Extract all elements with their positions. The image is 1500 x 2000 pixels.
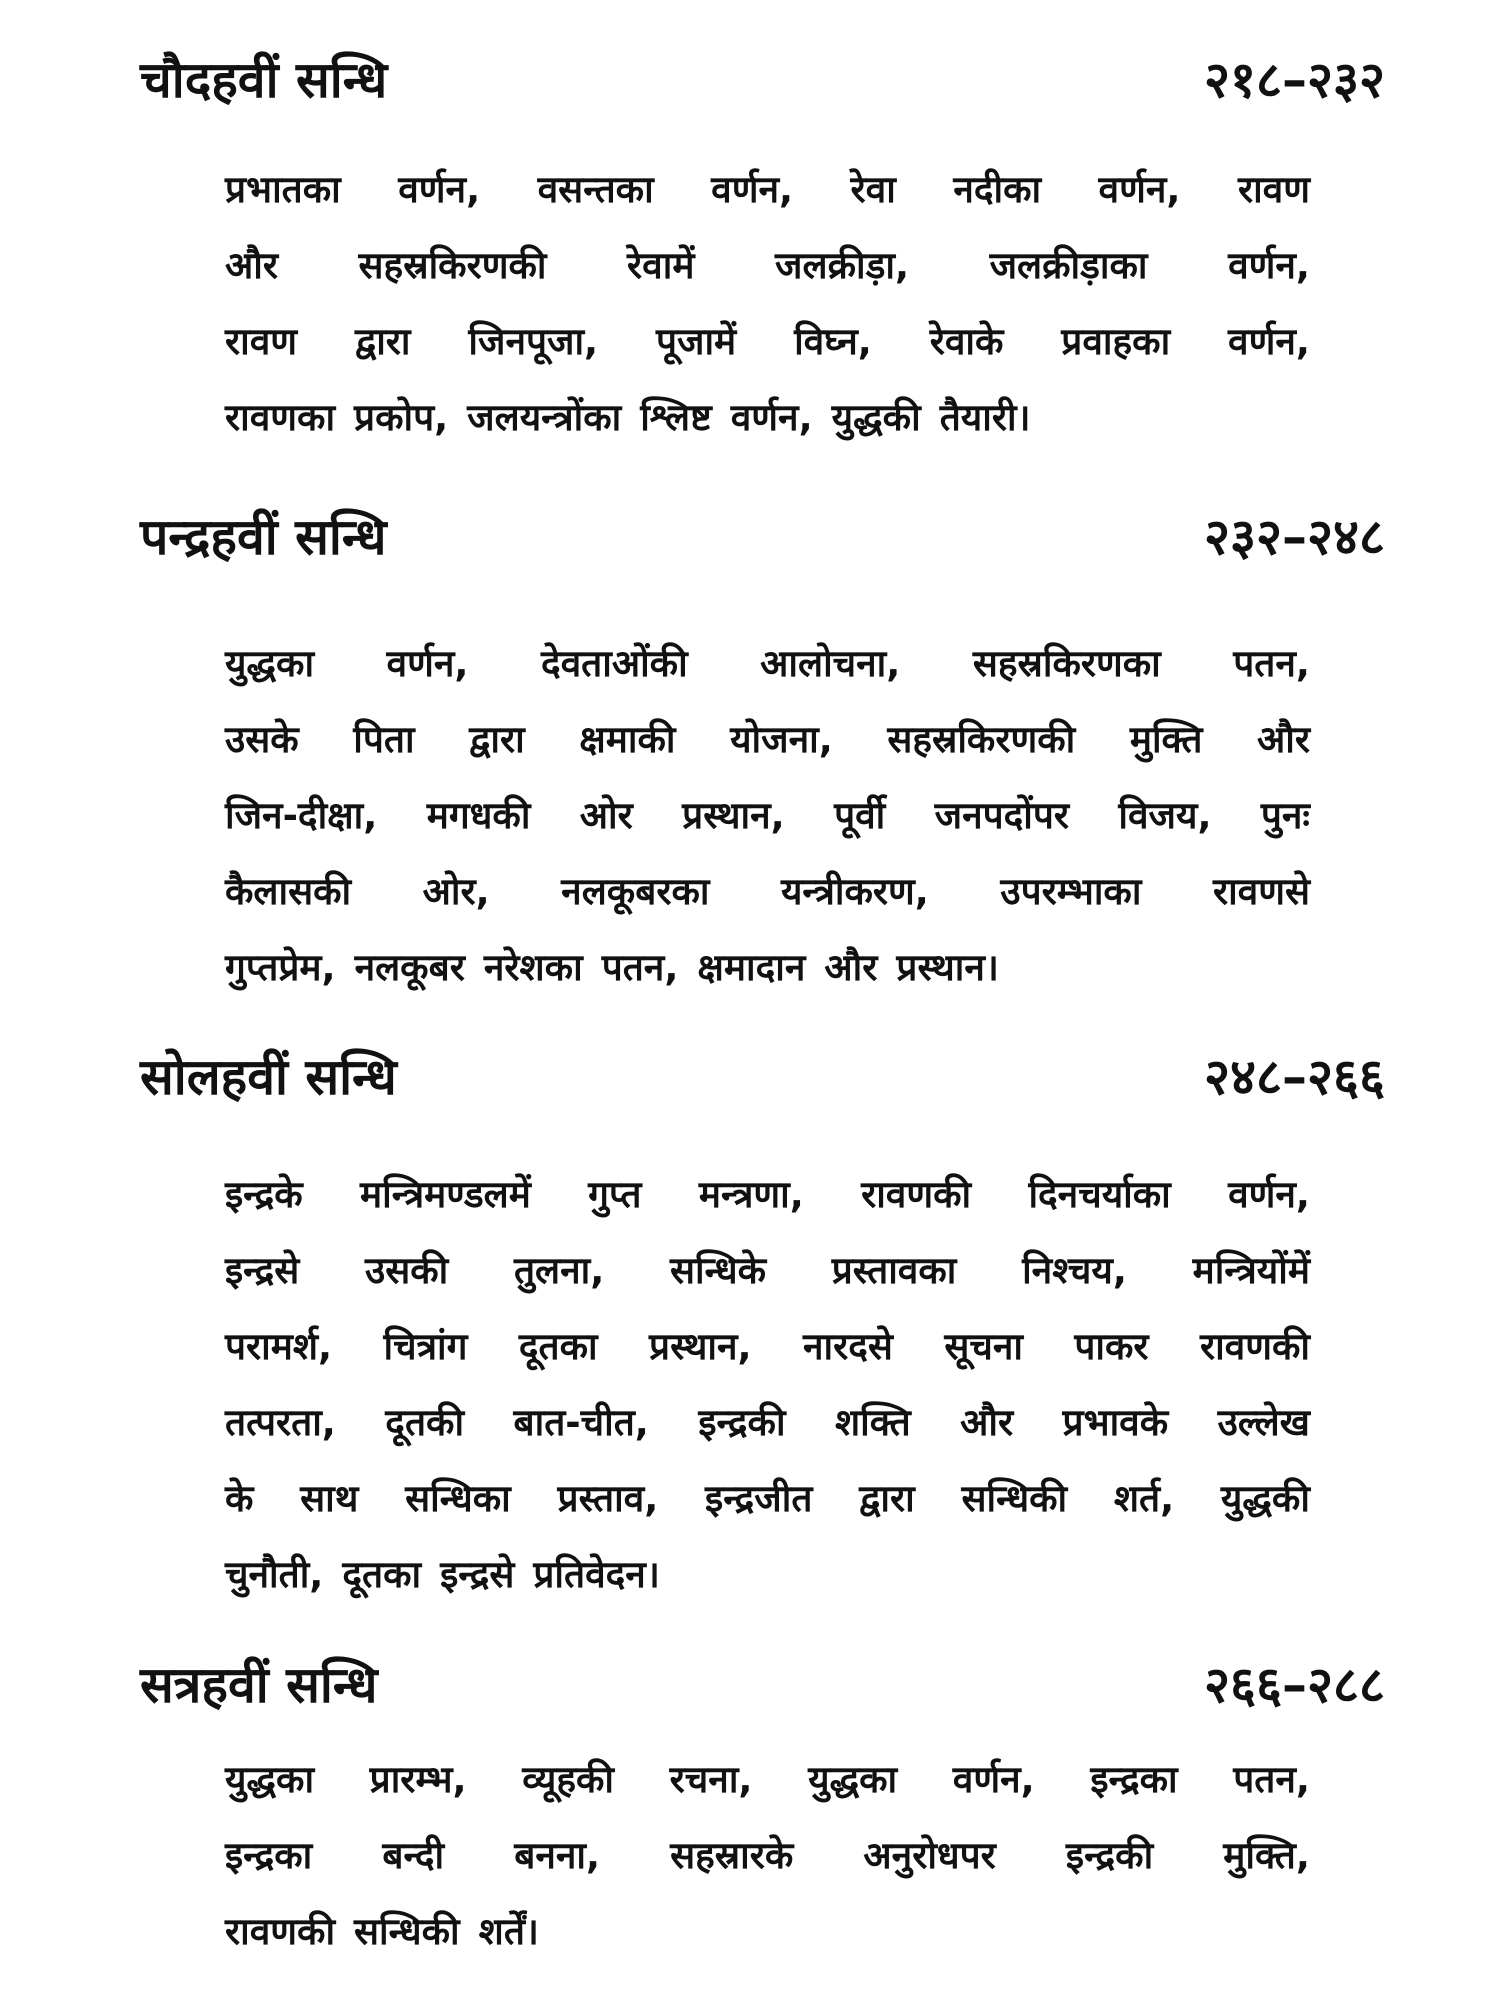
- summary-word: व्यूहकी: [522, 1758, 615, 1801]
- summary-word: रावण: [225, 320, 298, 363]
- summary-word: प्रस्थान,: [649, 1325, 752, 1368]
- summary-word: सहस्रकिरणकी: [887, 718, 1076, 761]
- summary-word: प्रकोप,: [354, 396, 449, 439]
- summary-line: [225, 1537, 1310, 1613]
- summary-word: साथ: [300, 1477, 359, 1520]
- summary-word: विजय,: [1118, 794, 1212, 837]
- summary-word: सन्धिकी: [961, 1477, 1068, 1520]
- summary-line: [225, 1157, 1310, 1233]
- summary-word: वर्णन,: [398, 168, 481, 211]
- summary-word: इन्द्रका: [225, 1834, 313, 1877]
- summary-word: विघ्न,: [794, 320, 872, 363]
- summary-word: बनना,: [514, 1834, 601, 1877]
- summary-word: युद्धका: [808, 1758, 898, 1801]
- summary-word: वर्णन,: [1228, 244, 1310, 287]
- summary-word: रावणकी: [861, 1173, 972, 1216]
- summary-word: द्वारा: [859, 1477, 915, 1520]
- summary-word: जलयन्त्रोंका: [467, 396, 622, 439]
- summary-word: रचना,: [669, 1758, 753, 1801]
- summary-word: युद्धकी: [831, 396, 921, 439]
- summary-word: मन्त्रणा,: [698, 1173, 804, 1216]
- summary-word: वर्णन,: [1098, 168, 1181, 211]
- section-heading: पन्द्रहवीं सन्धि: [140, 508, 387, 566]
- summary-word: निश्चय,: [1022, 1249, 1127, 1292]
- section-heading: चौदहवीं सन्धि: [140, 51, 388, 109]
- summary-word: नरेशका: [483, 946, 583, 989]
- summary-word: इन्द्रका: [1090, 1758, 1178, 1801]
- page-range: २४८–२६६: [1204, 1048, 1385, 1106]
- summary-word: नलकूबरका: [561, 870, 710, 913]
- summary-word: देवताओंकी: [540, 642, 688, 685]
- summary-line: [225, 1233, 1310, 1309]
- summary-word: रेवामें: [627, 244, 695, 287]
- summary-word: इन्द्रसे: [440, 1553, 515, 1596]
- summary-word: आलोचना,: [760, 642, 901, 685]
- summary-line: [225, 702, 1310, 778]
- summary-word: पुनः: [1260, 794, 1310, 837]
- summary-word: मन्त्रियोंमें: [1192, 1249, 1310, 1292]
- summary-word: इन्द्रके: [225, 1173, 303, 1216]
- summary-word: इन्द्रकी: [1065, 1834, 1154, 1877]
- summary-word: मन्त्रिमण्डलमें: [359, 1173, 531, 1216]
- summary-word: सन्धिके: [669, 1249, 766, 1292]
- summary-word: द्वारा: [354, 320, 411, 363]
- summary-word: इन्द्रकी: [698, 1401, 786, 1444]
- summary-word: तैयारी।: [939, 396, 1031, 439]
- summary-word: और: [225, 244, 278, 287]
- summary-word: उपरम्भाका: [1000, 870, 1142, 913]
- section-summary: [225, 626, 1310, 1006]
- summary-word: अनुरोधपर: [863, 1834, 996, 1877]
- summary-word: जलक्रीड़ाका: [989, 244, 1148, 287]
- summary-word: तुलना,: [513, 1249, 605, 1292]
- page-range: २३२–२४८: [1204, 508, 1385, 566]
- summary-word: बात-चीत,: [513, 1401, 649, 1444]
- summary-word: पाकर: [1074, 1325, 1149, 1368]
- summary-line: [225, 152, 1310, 228]
- summary-word: कैलासकी: [225, 870, 352, 913]
- summary-word: सहस्रारके: [670, 1834, 794, 1877]
- summary-word: परामर्श,: [225, 1325, 333, 1368]
- summary-word: योजना,: [730, 718, 833, 761]
- summary-word: पतन,: [1233, 642, 1310, 685]
- summary-word: दूतकी: [385, 1401, 465, 1444]
- summary-word: प्रस्ताव,: [557, 1477, 659, 1520]
- summary-word: दूतका: [342, 1553, 422, 1596]
- summary-word: प्रस्थान,: [682, 794, 785, 837]
- summary-line: [225, 1894, 1310, 1970]
- summary-word: क्षमाकी: [579, 718, 676, 761]
- section-heading: सत्रहवीं सन्धि: [140, 1656, 378, 1714]
- summary-word: मुक्ति: [1129, 718, 1203, 761]
- summary-word: इन्द्रसे: [225, 1249, 300, 1292]
- summary-word: ओर: [579, 794, 633, 837]
- summary-word: सन्धिका: [405, 1477, 511, 1520]
- summary-word: रावणकी: [1199, 1325, 1310, 1368]
- summary-word: शक्ति: [835, 1401, 911, 1444]
- summary-word: मुक्ति,: [1223, 1834, 1310, 1877]
- summary-word: द्वारा: [469, 718, 525, 761]
- summary-word: रावणका: [225, 396, 336, 439]
- summary-word: और: [960, 1401, 1014, 1444]
- summary-word: गुप्त: [588, 1173, 642, 1216]
- summary-word: वर्णन,: [386, 642, 469, 685]
- summary-word: दूतका: [518, 1325, 598, 1368]
- summary-word: रावणसे: [1212, 870, 1310, 913]
- summary-word: सहस्रकिरणकी: [358, 244, 547, 287]
- summary-word: मगधकी: [426, 794, 531, 837]
- summary-word: श्लिष्ट: [640, 396, 712, 439]
- summary-word: युद्धकी: [1220, 1477, 1310, 1520]
- summary-line: [225, 930, 1310, 1006]
- summary-line: [225, 304, 1310, 380]
- section-summary: [225, 1157, 1310, 1613]
- summary-word: दिनचर्याका: [1028, 1173, 1171, 1216]
- summary-word: वर्णन,: [1228, 320, 1310, 363]
- summary-word: जिनपूजा,: [468, 320, 599, 363]
- summary-line: [225, 1818, 1310, 1894]
- summary-word: और: [824, 946, 878, 989]
- summary-word: रेवाके: [929, 320, 1004, 363]
- summary-word: उल्लेख: [1217, 1401, 1310, 1444]
- page-range: २६६–२८८: [1204, 1656, 1385, 1714]
- summary-word: जनपदोंपर: [934, 794, 1069, 837]
- summary-word: यन्त्रीकरण,: [780, 870, 929, 913]
- summary-word: तत्परता,: [225, 1401, 336, 1444]
- summary-word: पतन,: [1233, 1758, 1310, 1801]
- summary-line: [225, 1385, 1310, 1461]
- summary-line: [225, 228, 1310, 304]
- summary-word: सहस्रकिरणका: [972, 642, 1161, 685]
- summary-line: [225, 778, 1310, 854]
- summary-line: [225, 1742, 1310, 1818]
- summary-word: सूचना: [944, 1325, 1023, 1368]
- summary-word: युद्धका: [225, 1758, 315, 1801]
- summary-word: नदीका: [953, 168, 1042, 211]
- section-summary: [225, 1742, 1310, 1970]
- summary-line: [225, 380, 1310, 456]
- summary-word: सन्धिकी: [354, 1910, 460, 1953]
- summary-word: युद्धका: [225, 642, 315, 685]
- summary-word: प्रतिवेदन।: [533, 1553, 660, 1596]
- summary-word: वर्णन,: [952, 1758, 1035, 1801]
- summary-line: [225, 1461, 1310, 1537]
- summary-word: नारदसे: [802, 1325, 893, 1368]
- summary-word: पतन,: [601, 946, 679, 989]
- summary-word: रेवा: [850, 168, 896, 211]
- summary-word: गुप्तप्रेम,: [225, 946, 336, 989]
- summary-word: प्रस्तावका: [831, 1249, 957, 1292]
- summary-word: ओर,: [422, 870, 490, 913]
- section-heading: सोलहवीं सन्धि: [140, 1048, 397, 1106]
- summary-word: और: [1257, 718, 1310, 761]
- summary-word: प्रस्थान।: [896, 946, 999, 989]
- summary-word: रावण: [1237, 168, 1310, 211]
- summary-word: रावणकी: [225, 1910, 336, 1953]
- summary-word: उसकी: [364, 1249, 449, 1292]
- section-summary: [225, 152, 1310, 456]
- summary-word: चित्रांग: [383, 1325, 468, 1368]
- summary-line: [225, 854, 1310, 930]
- page-range: २१८–२३२: [1204, 51, 1385, 109]
- summary-word: प्रवाहका: [1061, 320, 1171, 363]
- summary-word: वसन्तका: [537, 168, 654, 211]
- summary-word: उसके: [225, 718, 299, 761]
- summary-word: पिता: [353, 718, 415, 761]
- summary-word: प्रभावके: [1062, 1401, 1169, 1444]
- summary-word: जलक्रीड़ा,: [775, 244, 910, 287]
- summary-word: बन्दी: [382, 1834, 445, 1877]
- summary-word: वर्णन,: [1228, 1173, 1310, 1216]
- summary-word: वर्णन,: [730, 396, 813, 439]
- summary-word: जिन-दीक्षा,: [225, 794, 378, 837]
- summary-word: नलकूबर: [354, 946, 465, 989]
- summary-line: [225, 626, 1310, 702]
- summary-word: शर्तें।: [478, 1910, 539, 1953]
- summary-word: प्रभातका: [225, 168, 341, 211]
- summary-word: चुनौती,: [225, 1553, 324, 1596]
- summary-word: क्षमादान: [697, 946, 806, 989]
- summary-word: पूर्वी: [834, 794, 886, 837]
- summary-word: शर्त,: [1113, 1477, 1175, 1520]
- summary-word: के: [225, 1477, 254, 1520]
- summary-word: इन्द्रजीत: [705, 1477, 813, 1520]
- summary-word: प्रारम्भ,: [369, 1758, 467, 1801]
- summary-word: पूजामें: [655, 320, 737, 363]
- summary-word: वर्णन,: [711, 168, 794, 211]
- summary-line: [225, 1309, 1310, 1385]
